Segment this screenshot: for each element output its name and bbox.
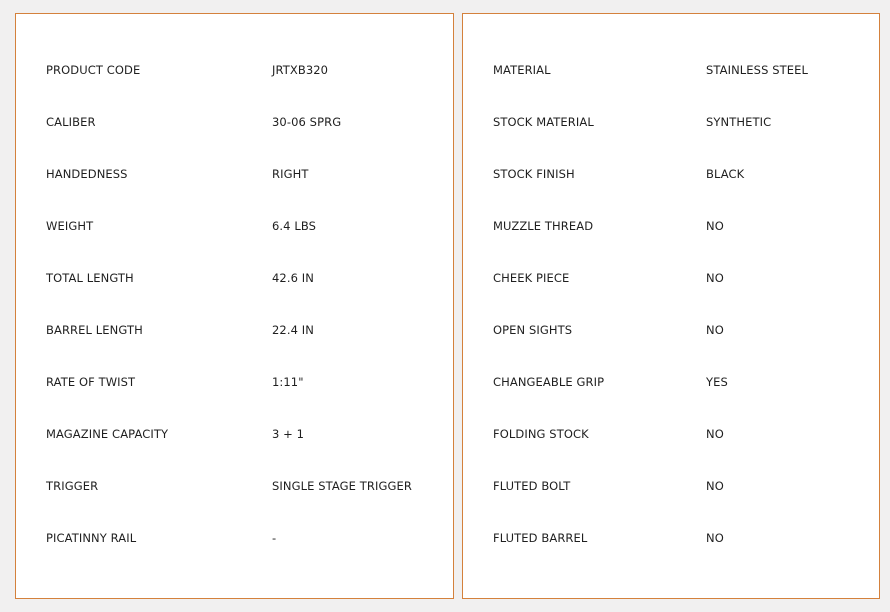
spec-label: CALIBER xyxy=(46,115,96,129)
spec-row-changeable-grip xyxy=(463,356,879,408)
spec-label: HANDEDNESS xyxy=(46,167,128,181)
spec-label: MAGAZINE CAPACITY xyxy=(46,427,169,441)
spec-value: STAINLESS STEEL xyxy=(706,63,808,77)
spec-label: PICATINNY RAIL xyxy=(46,531,137,545)
spec-row-picatinny-rail xyxy=(16,512,453,564)
spec-value: SYNTHETIC xyxy=(706,115,772,129)
spec-value: SINGLE STAGE TRIGGER xyxy=(272,479,412,493)
spec-label: FOLDING STOCK xyxy=(493,427,589,441)
spec-row-material xyxy=(463,44,879,96)
spec-row-product-code xyxy=(16,44,453,96)
spec-label: CHEEK PIECE xyxy=(493,271,570,285)
spec-value: 42.6 IN xyxy=(272,271,314,285)
spec-value: 22.4 IN xyxy=(272,323,314,337)
spec-value: YES xyxy=(706,375,728,389)
spec-label: TOTAL LENGTH xyxy=(46,271,134,285)
spec-value: 6.4 LBS xyxy=(272,219,317,233)
spec-value: NO xyxy=(706,271,724,285)
spec-row-open-sights xyxy=(463,304,879,356)
spec-label: RATE OF TWIST xyxy=(46,375,136,389)
spec-value: 30-06 SPRG xyxy=(272,115,342,129)
spec-list-left xyxy=(16,44,453,564)
spec-row-muzzle-thread xyxy=(463,200,879,252)
spec-label: PRODUCT CODE xyxy=(46,63,141,77)
spec-label: STOCK FINISH xyxy=(493,167,575,181)
spec-value: NO xyxy=(706,323,724,337)
spec-row-stock-finish xyxy=(463,148,879,200)
spec-value: NO xyxy=(706,479,724,493)
spec-row-magazine-capacity xyxy=(16,408,453,460)
spec-value: 3 + 1 xyxy=(272,427,305,441)
spec-row-total-length xyxy=(16,252,453,304)
spec-label: MATERIAL xyxy=(493,63,551,77)
spec-value: - xyxy=(272,531,277,545)
spec-label: BARREL LENGTH xyxy=(46,323,143,337)
spec-row-cheek-piece xyxy=(463,252,879,304)
spec-label: OPEN SIGHTS xyxy=(493,323,573,337)
spec-value: BLACK xyxy=(706,167,745,181)
spec-value: NO xyxy=(706,427,724,441)
spec-label: MUZZLE THREAD xyxy=(493,219,594,233)
spec-label: FLUTED BOLT xyxy=(493,479,571,493)
spec-value: 1:11" xyxy=(272,375,304,389)
spec-row-trigger xyxy=(16,460,453,512)
spec-row-fluted-bolt xyxy=(463,460,879,512)
spec-row-rate-of-twist xyxy=(16,356,453,408)
spec-row-handedness xyxy=(16,148,453,200)
spec-value: NO xyxy=(706,219,724,233)
spec-row-weight xyxy=(16,200,453,252)
spec-label: WEIGHT xyxy=(46,219,94,233)
spec-row-stock-material xyxy=(463,96,879,148)
spec-label: STOCK MATERIAL xyxy=(493,115,594,129)
spec-row-barrel-length xyxy=(16,304,453,356)
spec-label: TRIGGER xyxy=(46,479,99,493)
spec-value: NO xyxy=(706,531,724,545)
spec-table-left xyxy=(15,13,454,599)
spec-label: CHANGEABLE GRIP xyxy=(493,375,605,389)
spec-label: FLUTED BARREL xyxy=(493,531,588,545)
spec-table-right xyxy=(462,13,880,599)
spec-value: RIGHT xyxy=(272,167,309,181)
spec-row-fluted-barrel xyxy=(463,512,879,564)
spec-row-caliber xyxy=(16,96,453,148)
spec-value: JRTXB320 xyxy=(272,63,329,77)
spec-list-right xyxy=(463,44,879,564)
spec-row-folding-stock xyxy=(463,408,879,460)
